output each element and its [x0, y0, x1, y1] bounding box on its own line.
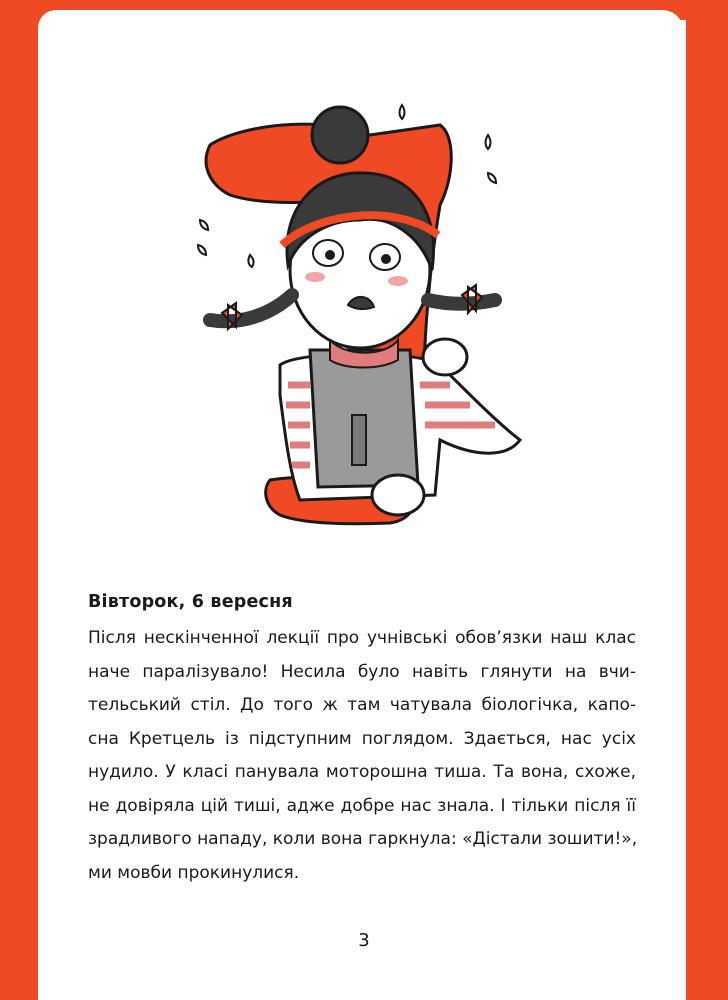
diary-date-heading: Вівторок, 6 вересня	[88, 592, 293, 612]
paragraph-line: не довіряла цій тиші, адже добре нас знала. І тільки після її	[88, 795, 636, 816]
hair-bun	[312, 107, 368, 163]
page-frame-left	[0, 0, 40, 1000]
right-blush	[388, 276, 408, 286]
left-braid	[210, 295, 292, 321]
zipper	[352, 415, 366, 465]
right-braid	[428, 300, 495, 304]
story-paragraph	[88, 622, 636, 890]
paragraph-line: нудило. У класі панувала моторошна тиша. Та вона, схоже,	[88, 762, 636, 782]
girl-illustration	[170, 95, 540, 545]
left-pupil	[325, 250, 335, 260]
paragraph-line: зрадливого нападу, коли вона гаркнула: «Дістали зошити!»,	[88, 829, 638, 849]
left-blush	[305, 272, 325, 282]
left-hand	[372, 475, 424, 515]
story-text-block	[88, 592, 636, 890]
right-pupil	[381, 254, 391, 264]
right-hand	[423, 339, 467, 375]
paragraph-line: тельський стіл. До того ж там чатувала біологічка, капо-	[88, 695, 636, 715]
paragraph-line: ми мовби прокинулися.	[88, 862, 300, 883]
paragraph-line: наче паралізувало! Несила було навіть глянути на вчи-	[88, 661, 636, 682]
page-number: 3	[358, 930, 370, 951]
paragraph-line: сна Кретцель із підступним поглядом. Здається, нас усіх	[88, 728, 636, 749]
paragraph-line: Після нескінченної лекції про учнівські обов’язки наш клас	[88, 628, 636, 648]
page-frame-right	[686, 0, 728, 1000]
